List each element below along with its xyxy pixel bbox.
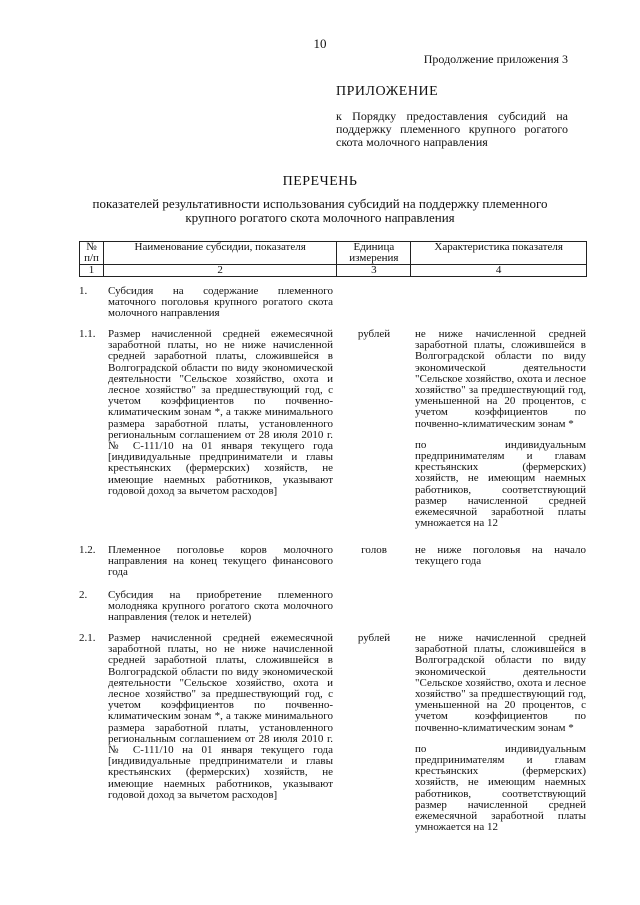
characteristic-note: по индивидуальным предпринимателям и главам крестьянских (фермерских) хозяйств, не имеющим наемных работников, соответствующий размер начисленной средней ежемесячной заработной платы умножается на 12 [415, 438, 586, 530]
continuation-label: Продолжение приложения 3 [423, 52, 568, 66]
characteristic-text: не ниже начисленной средней заработной платы, сложившейся в Волгоградской области по виду экономической деятельности "Сельское хозяйство, охота и лесное хозяйство" за предшествующий год, уменьшенной на 20 процентов, с учетом коэффициентов по почвенно-климатическим зонам * [415, 632, 586, 734]
characteristic-note: по индивидуальным предпринимателям и главам крестьянских (фермерских) хозяйств, не имеющим наемных работников, соответствующий размер начисленной средней ежемесячной заработной платы умножается на 12 [415, 742, 586, 834]
list-title: ПЕРЕЧЕНЬ [282, 174, 358, 189]
appendix-title: ПРИЛОЖЕНИЕ [336, 84, 439, 99]
row-number: 2.1. [79, 632, 96, 644]
row-name: Субсидия на приобретение племенного молодняка крупного рогатого скота молочного направления (телок и нетелей) [108, 589, 333, 624]
column-number: 2 [103, 265, 336, 277]
page-number: 10 [313, 36, 327, 51]
row-name: Племенное поголовье коров молочного направления на конец текущего финансового года [108, 544, 333, 579]
header-unit: Единица измерения [337, 242, 411, 265]
row-unit: рублей [357, 328, 391, 340]
row-name: Размер начисленной средней ежемесячной заработной платы, но не ниже начисленной средней заработной платы, сложившейся в Волгоградской области по виду экономической деятельности "Сельское хозяйство, охота и лесное хозяйство" за предшествующий год, с учетом коэффициентов по почвенно-климатическим зонам *, а также минимального размера заработной платы, установленного региональным соглашением от 28 июля 2010 г. № С-111/10 на 01 января текущего года [индивидуальные предприниматели и главы крестьянских (фермерских) хозяйств, не имеющие наемных работников, указывают годовой доход за вычетом расходов] [108, 632, 333, 801]
header-number: № п/п [80, 242, 104, 265]
row-number: 1. [79, 285, 88, 297]
row-characteristic [415, 633, 586, 843]
row-number: 1.1. [79, 328, 96, 340]
column-number: 3 [337, 265, 411, 277]
row-unit: голов [361, 544, 387, 556]
row-characteristic [415, 545, 586, 577]
list-subtitle: показателей результативности использования субсидий на поддержку племенного крупного рогатого скота молочного направления [92, 196, 548, 225]
appendix-text: к Порядку предоставления субсидий на поддержку племенного крупного рогатого скота молочного направления [336, 109, 568, 149]
row-unit: рублей [357, 632, 391, 644]
header-name: Наименование субсидии, показателя [103, 242, 336, 265]
row-name: Субсидия на содержание племенного маточного поголовья крупного рогатого скота молочного направления [108, 285, 333, 320]
row-characteristic [415, 286, 586, 296]
characteristic-text: не ниже начисленной средней заработной платы, сложившейся в Волгоградской области по виду экономической деятельности "Сельское хозяйство, охота и лесное хозяйство" за предшествующий год, уменьшенной на 20 процентов, с учетом коэффициентов по почвенно-климатическим зонам * [415, 328, 586, 430]
table-header [79, 241, 587, 277]
column-number: 1 [80, 265, 104, 277]
header-characteristic: Характеристика показателя [411, 242, 587, 265]
row-number: 2. [79, 589, 88, 601]
row-characteristic [415, 329, 586, 539]
row-number: 1.2. [79, 544, 96, 556]
row-name: Размер начисленной средней ежемесячной заработной платы, но не ниже начисленной средней заработной платы, сложившейся в Волгоградской области по виду экономической деятельности "Сельское хозяйство, охота и лесное хозяйство" за предшествующий год, с учетом коэффициентов по почвенно-климатическим зонам *, а также минимального размера заработной платы, установленного региональным соглашением от 28 июля 2010 г. № С-111/10 на 01 января текущего года [индивидуальные предприниматели и главы крестьянских (фермерских) хозяйств, не имеющие наемных работников, указывают годовой доход за вычетом расходов] [108, 328, 333, 497]
column-number: 4 [411, 265, 587, 277]
characteristic-text: не ниже поголовья на начало текущего года [415, 544, 586, 568]
row-characteristic [415, 590, 586, 600]
